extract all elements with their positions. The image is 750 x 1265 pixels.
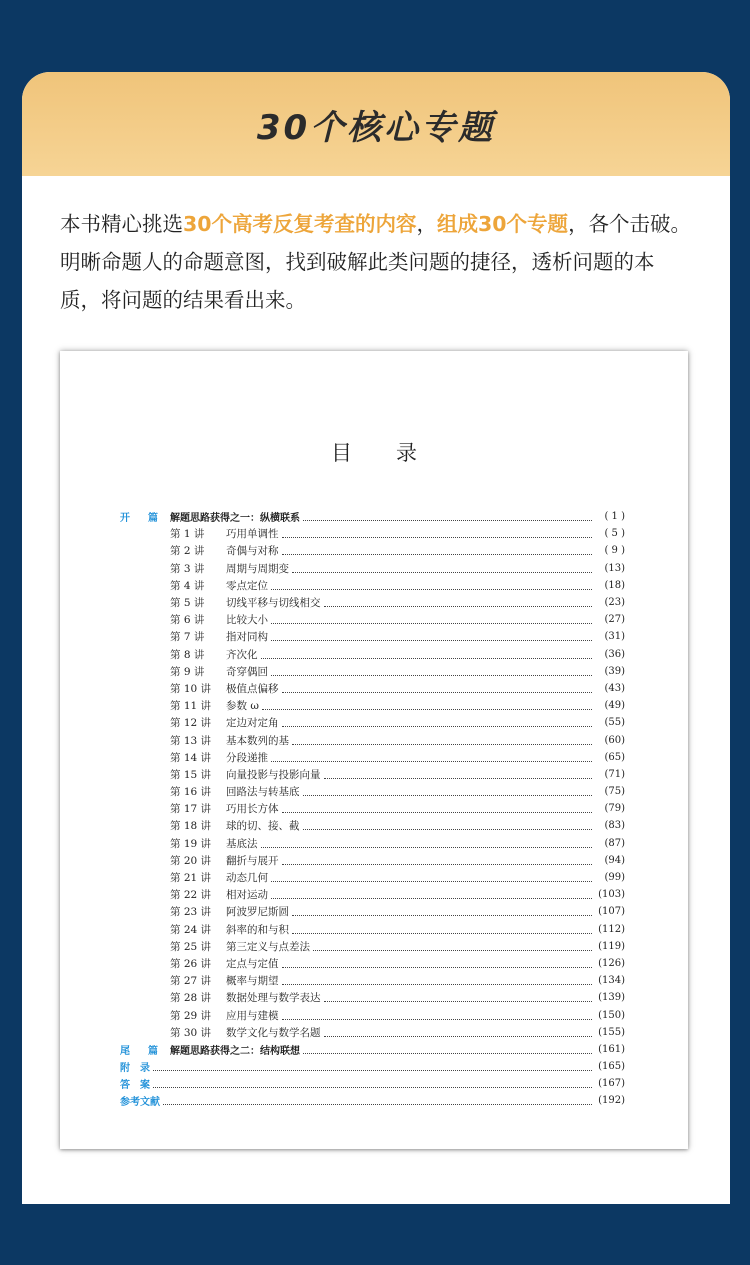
dot-leader (324, 1026, 593, 1037)
toc-entry-title: 基本数列的基 (226, 734, 289, 747)
toc-page-number: (75) (604, 786, 625, 798)
toc-entry (120, 560, 625, 577)
toc-entry-title: 第三定义与点差法 (226, 940, 310, 953)
toc-entry (120, 800, 625, 817)
toc-page-number: (55) (604, 717, 625, 729)
toc-page-number: (60) (604, 734, 625, 746)
toc-entry-title: 解题思路获得之二：结构联想 (170, 1045, 300, 1057)
toc-page-number: ( 1 ) (604, 511, 625, 523)
dot-leader (303, 819, 593, 830)
toc-lecture-number: 第 7 讲 (170, 631, 205, 644)
toc-entry-title: 向量投影与投影向量 (226, 768, 321, 781)
toc-lecture-number: 第 24 讲 (170, 923, 212, 936)
toc-entry-title: 斜率的和与积 (226, 923, 289, 936)
toc-entry-title: 阿波罗尼斯圆 (226, 906, 289, 919)
toc-entry-title: 定边对定角 (226, 717, 279, 730)
toc-lecture-number: 第 6 讲 (170, 614, 205, 627)
toc-entry-title: 概率与期望 (226, 975, 279, 988)
dot-leader (261, 837, 593, 848)
toc-lecture-number: 第 18 讲 (170, 820, 212, 833)
dot-leader (262, 699, 592, 710)
toc-entry-title: 定点与定值 (226, 957, 279, 970)
toc-entry-title: 巧用长方体 (226, 803, 279, 816)
toc-entry-title: 球的切、接、截 (226, 820, 300, 833)
toc-lecture-number: 第 12 讲 (170, 717, 212, 730)
toc-page-number: (192) (598, 1095, 625, 1107)
dot-leader (324, 991, 593, 1002)
toc-page-number: (31) (604, 631, 625, 643)
dot-leader (282, 854, 593, 865)
dot-leader (282, 957, 593, 968)
toc-lecture-number: 第 30 讲 (170, 1026, 212, 1039)
toc-page-number: ( 9 ) (604, 545, 625, 557)
toc-entry (120, 1058, 625, 1075)
toc-entry (120, 766, 625, 783)
toc-page-number: (139) (598, 992, 625, 1004)
dot-leader (303, 785, 593, 796)
dot-leader (261, 648, 593, 659)
toc-entry (120, 989, 625, 1006)
dot-leader (271, 579, 592, 590)
toc-page-number: (155) (598, 1026, 625, 1038)
toc-lecture-number: 第 23 讲 (170, 906, 212, 919)
toc-page-number: (87) (604, 837, 625, 849)
card-title: 30个核心专题 (256, 107, 496, 148)
toc-entry (120, 938, 625, 955)
toc-lecture-number: 第 3 讲 (170, 562, 205, 575)
toc-lecture-number: 第 1 讲 (170, 528, 205, 541)
toc-page-number: (103) (598, 889, 625, 901)
toc-entry (120, 542, 625, 559)
toc-entry (120, 869, 625, 886)
toc-entry (120, 508, 625, 525)
toc-entry (120, 921, 625, 938)
toc-entry-title: 相对运动 (226, 889, 268, 902)
dot-leader (271, 630, 592, 641)
intro-highlight-1: 30个高考反复考查的内容 (183, 212, 417, 236)
toc-lecture-number: 第 28 讲 (170, 992, 212, 1005)
toc-page-number: (43) (604, 682, 625, 694)
toc-entry (120, 594, 625, 611)
dot-leader (303, 1043, 592, 1054)
intro-paragraph (60, 205, 692, 319)
toc-entry (120, 680, 625, 697)
toc-lecture-number: 第 8 讲 (170, 648, 205, 661)
toc-lecture-number: 第 26 讲 (170, 957, 212, 970)
toc-entry-title: 回路法与转基底 (226, 786, 300, 799)
toc-entry (120, 835, 625, 852)
dot-leader (271, 751, 592, 762)
toc-lecture-number: 第 13 讲 (170, 734, 212, 747)
toc-page-number: (23) (604, 597, 625, 609)
toc-lecture-number: 第 25 讲 (170, 940, 212, 953)
dot-leader (271, 665, 592, 676)
toc-entry-title: 参数 ω (226, 700, 259, 713)
dot-leader (153, 1060, 592, 1071)
toc-entry-title: 翻折与展开 (226, 854, 279, 867)
toc-page-number: (150) (598, 1009, 625, 1021)
toc-page-number: (99) (604, 872, 625, 884)
toc-entry (120, 1092, 625, 1109)
toc-section-label: 参考文献 (120, 1097, 160, 1109)
toc-entry (120, 1041, 625, 1058)
toc-entry-title: 数学文化与数学名题 (226, 1026, 321, 1039)
toc-page-number: ( 5 ) (604, 528, 625, 540)
toc-entry-title: 解题思路获得之一：纵横联系 (170, 513, 300, 525)
toc-entry (120, 1006, 625, 1023)
toc-page-number: (161) (598, 1043, 625, 1055)
toc-page-number: (27) (604, 614, 625, 626)
dot-leader (324, 768, 593, 779)
toc-list (120, 508, 625, 1110)
toc-section-label: 开 篇 (120, 513, 162, 525)
toc-lecture-number: 第 20 讲 (170, 854, 212, 867)
toc-page-number: (165) (598, 1061, 625, 1073)
dot-leader (271, 871, 592, 882)
toc-entry-title: 零点定位 (226, 579, 268, 592)
toc-lecture-number: 第 17 讲 (170, 803, 212, 816)
toc-entry (120, 577, 625, 594)
toc-section-label: 附 录 (120, 1063, 150, 1075)
toc-page-number: (13) (604, 562, 625, 574)
toc-lecture-number: 第 14 讲 (170, 751, 212, 764)
card-header (22, 72, 730, 176)
intro-text-1: 本书精心挑选 (60, 212, 183, 236)
dot-leader (313, 940, 592, 951)
toc-lecture-number: 第 10 讲 (170, 682, 212, 695)
toc-lecture-number: 第 16 讲 (170, 786, 212, 799)
toc-page-number: (107) (598, 906, 625, 918)
toc-lecture-number: 第 5 讲 (170, 597, 205, 610)
toc-entry (120, 955, 625, 972)
dot-leader (163, 1094, 592, 1105)
toc-lecture-number: 第 15 讲 (170, 768, 212, 781)
intro-text-2: ， (416, 212, 438, 236)
toc-entry-title: 指对同构 (226, 631, 268, 644)
dot-leader (292, 734, 592, 745)
toc-lecture-number: 第 9 讲 (170, 665, 205, 678)
toc-entry-title: 奇穿偶回 (226, 665, 268, 678)
toc-entry (120, 886, 625, 903)
dot-leader (282, 802, 593, 813)
dot-leader (324, 596, 593, 607)
dot-leader (271, 888, 592, 899)
toc-entry (120, 749, 625, 766)
dot-leader (282, 716, 593, 727)
toc-entry-title: 奇偶与对称 (226, 545, 279, 558)
toc-page-number: (36) (604, 648, 625, 660)
toc-lecture-number: 第 29 讲 (170, 1009, 212, 1022)
toc-section-label: 尾 篇 (120, 1045, 162, 1057)
toc-entry (120, 903, 625, 920)
dot-leader (292, 562, 592, 573)
content-card (22, 72, 730, 1204)
dot-leader (282, 682, 593, 693)
toc-entry (120, 972, 625, 989)
toc-page-number: (119) (598, 940, 625, 952)
toc-page-number: (112) (598, 923, 625, 935)
toc-entry (120, 611, 625, 628)
toc-entry-title: 周期与周期变 (226, 562, 289, 575)
dot-leader (271, 613, 592, 624)
toc-entry-title: 动态几何 (226, 872, 268, 885)
toc-entry-title: 基底法 (226, 837, 258, 850)
toc-lecture-number: 第 11 讲 (170, 700, 212, 713)
toc-entry-title: 比较大小 (226, 614, 268, 627)
toc-page-number: (79) (604, 803, 625, 815)
toc-page-number: (126) (598, 957, 625, 969)
toc-entry (120, 663, 625, 680)
toc-page-number: (65) (604, 751, 625, 763)
toc-entry (120, 714, 625, 731)
toc-entry (120, 628, 625, 645)
toc-page-number: (134) (598, 975, 625, 987)
toc-page-number: (94) (604, 854, 625, 866)
toc-entry (120, 852, 625, 869)
dot-leader (292, 923, 592, 934)
toc-lecture-number: 第 21 讲 (170, 872, 212, 885)
dot-leader (303, 510, 592, 521)
toc-lecture-number: 第 2 讲 (170, 545, 205, 558)
toc-entry-title: 数据处理与数学表达 (226, 992, 321, 1005)
toc-page-number: (71) (604, 768, 625, 780)
toc-entry-title: 齐次化 (226, 648, 258, 661)
toc-page-number: (167) (598, 1078, 625, 1090)
toc-entry-title: 切线平移与切线相交 (226, 597, 321, 610)
toc-page-number: (83) (604, 820, 625, 832)
dot-leader (153, 1077, 592, 1088)
toc-lecture-number: 第 22 讲 (170, 889, 212, 902)
toc-entry-title: 极值点偏移 (226, 682, 279, 695)
dot-leader (292, 905, 592, 916)
toc-page-image (60, 351, 688, 1149)
toc-entry (120, 697, 625, 714)
toc-lecture-number: 第 19 讲 (170, 837, 212, 850)
toc-entry (120, 1024, 625, 1041)
toc-page-number: (49) (604, 700, 625, 712)
dot-leader (282, 544, 593, 555)
toc-lecture-number: 第 4 讲 (170, 579, 205, 592)
toc-entry (120, 783, 625, 800)
toc-entry-title: 应用与建模 (226, 1009, 279, 1022)
toc-entry (120, 731, 625, 748)
dot-leader (282, 974, 593, 985)
toc-page-number: (18) (604, 579, 625, 591)
toc-entry (120, 525, 625, 542)
toc-title: 目录 (331, 441, 461, 465)
intro-highlight-2: 组成30个专题 (437, 212, 569, 236)
toc-entry (120, 817, 625, 834)
dot-leader (282, 1009, 593, 1020)
toc-section-label: 答 案 (120, 1080, 150, 1092)
toc-page-number: (39) (604, 665, 625, 677)
toc-entry-title: 分段递推 (226, 751, 268, 764)
toc-entry-title: 巧用单调性 (226, 528, 279, 541)
dot-leader (282, 527, 593, 538)
toc-entry (120, 1075, 625, 1092)
toc-lecture-number: 第 27 讲 (170, 975, 212, 988)
toc-entry (120, 646, 625, 663)
intro-text-3: ，各个击破。明晰命题人的命题意图，找到破解此类问题的捷径，透析问题的本质，将问题的结果看出来。 (60, 212, 692, 312)
